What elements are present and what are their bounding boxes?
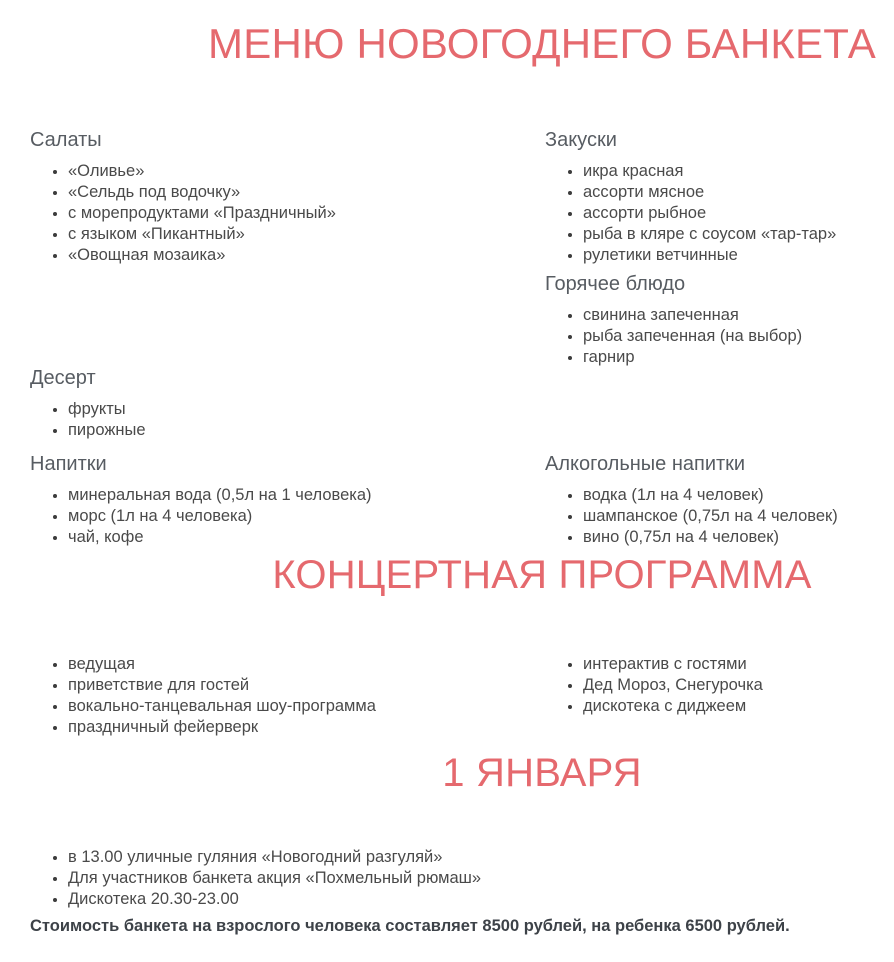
section-snacks: [545, 128, 894, 266]
list-item: • с морепродуктами «Праздничный»: [68, 203, 545, 224]
section-hot-dish: [545, 272, 894, 368]
snacks-list: [545, 161, 894, 266]
list-item: • Дед Мороз, Снегурочка: [583, 675, 894, 696]
list-item: • с языком «Пикантный»: [68, 224, 545, 245]
list-item: • «Сельдь под водочку»: [68, 182, 545, 203]
list-item: • вокально-танцевальная шоу-программа: [68, 696, 545, 717]
salads-list: [30, 161, 545, 266]
section-dessert: [30, 366, 545, 441]
list-item: • Для участников банкета акция «Похмельный рюмаш»: [68, 868, 894, 889]
alcohol-list: [545, 485, 894, 548]
price-note: Стоимость банкета на взрослого человека составляет 8500 рублей, на ребенка 6500 рублей.: [30, 917, 790, 936]
list-item: • «Овощная мозаика»: [68, 245, 545, 266]
section-salads: [30, 128, 545, 266]
list-item: • рыба в кляре с соусом «тар-тар»: [583, 224, 894, 245]
list-item: • минеральная вода (0,5л на 1 человека): [68, 485, 545, 506]
list-item: • ассорти мясное: [583, 182, 894, 203]
list-item: • вино (0,75л на 4 человек): [583, 527, 894, 548]
salads-heading: Салаты: [30, 129, 102, 152]
list-item: • дискотека с диджеем: [583, 696, 894, 717]
list-item: • шампанское (0,75л на 4 человек): [583, 506, 894, 527]
menu-column-right: [545, 128, 894, 548]
list-item: • рулетики ветчинные: [583, 245, 894, 266]
list-item: • ассорти рыбное: [583, 203, 894, 224]
concert-columns: [0, 654, 894, 738]
list-item: • «Оливье»: [68, 161, 545, 182]
concert-program-title: КОНЦЕРТНАЯ ПРОГРАММА: [272, 553, 812, 598]
list-item: • свинина запеченная: [583, 305, 894, 326]
january-first-title: 1 ЯНВАРЯ: [442, 751, 642, 796]
section-alcohol: [545, 452, 894, 548]
list-item: • икра красная: [583, 161, 894, 182]
alcohol-heading: Алкогольные напитки: [545, 453, 746, 476]
menu-column-left: [30, 128, 545, 548]
list-item: • водка (1л на 4 человек): [583, 485, 894, 506]
january-list: [0, 847, 894, 910]
page-title: МЕНЮ НОВОГОДНЕГО БАНКЕТА: [208, 20, 876, 67]
list-item: • интерактив с гостями: [583, 654, 894, 675]
list-item: • морс (1л на 4 человека): [68, 506, 545, 527]
list-item: • чай, кофе: [68, 527, 545, 548]
list-item: • фрукты: [68, 399, 545, 420]
section-drinks: [30, 452, 545, 548]
list-item: • приветствие для гостей: [68, 675, 545, 696]
snacks-heading: Закуски: [545, 129, 617, 152]
concert-list-right: [545, 654, 894, 738]
drinks-list: [30, 485, 545, 548]
menu-columns: [0, 128, 894, 548]
hot-dish-heading: Горячее блюдо: [545, 273, 686, 296]
dessert-list: [30, 399, 545, 441]
list-item: • в 13.00 уличные гуляния «Новогодний разгуляй»: [68, 847, 894, 868]
list-item: • рыба запеченная (на выбор): [583, 326, 894, 347]
concert-list-left: [30, 654, 545, 738]
list-item: • гарнир: [583, 347, 894, 368]
drinks-heading: Напитки: [30, 453, 107, 476]
dessert-heading: Десерт: [30, 367, 96, 390]
list-item: • праздничный фейерверк: [68, 717, 545, 738]
list-item: • ведущая: [68, 654, 545, 675]
list-item: • пирожные: [68, 420, 545, 441]
list-item: • Дискотека 20.30-23.00: [68, 889, 894, 910]
hot-dish-list: [545, 305, 894, 368]
